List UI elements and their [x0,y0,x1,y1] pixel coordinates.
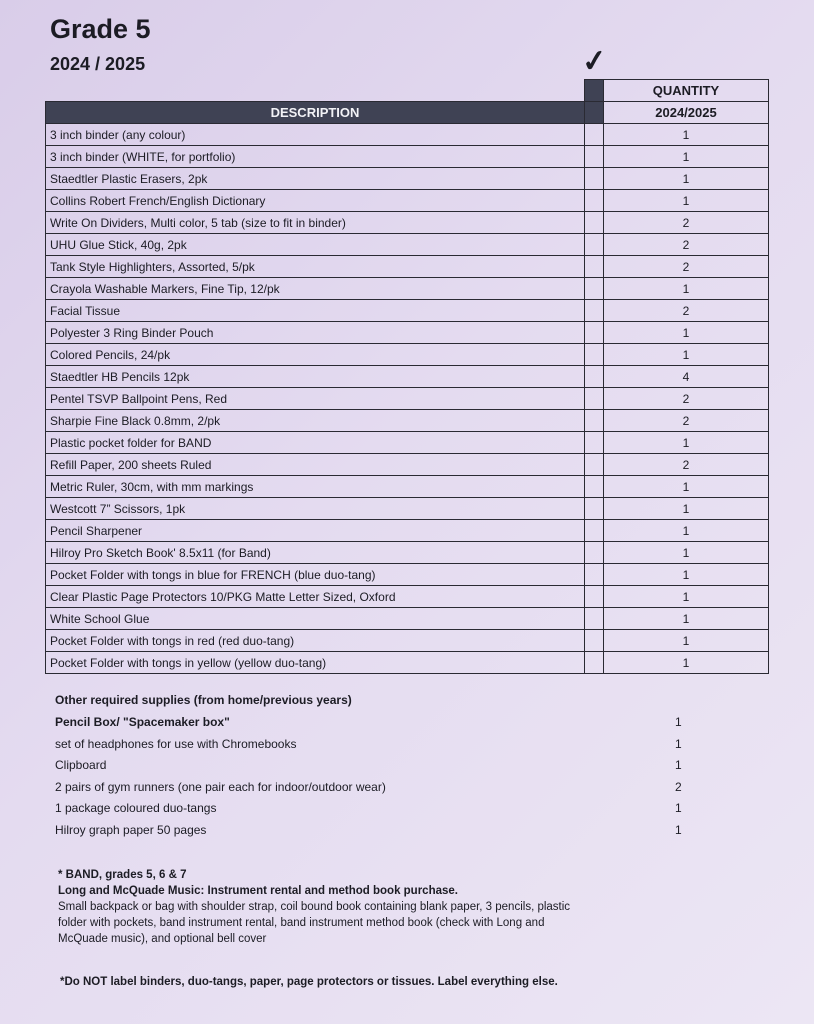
list-item [55,823,705,845]
item-checkbox [585,190,604,212]
header-blank-cell [46,80,585,102]
item-quantity: 1 [604,432,769,454]
list-item-quantity: 1 [675,822,682,837]
table-row [46,476,769,498]
item-checkbox [585,322,604,344]
table-row [46,410,769,432]
item-checkbox [585,608,604,630]
table-row [46,608,769,630]
item-checkbox [585,410,604,432]
item-description: 3 inch binder (any colour) [46,124,585,146]
item-quantity: 2 [604,388,769,410]
item-description: Westcott 7” Scissors, 1pk [46,498,585,520]
item-checkbox [585,168,604,190]
table-row [46,564,769,586]
item-description: UHU Glue Stick, 40g, 2pk [46,234,585,256]
item-description: Write On Dividers, Multi color, 5 tab (size to fit in binder) [46,212,585,234]
item-quantity: 2 [604,410,769,432]
table-row [46,212,769,234]
item-quantity: 1 [604,652,769,674]
item-quantity: 1 [604,146,769,168]
table-row [46,190,769,212]
band-description: Small backpack or bag with shoulder strap, coil bound book containing blank paper, 3 pencils, plastic folder with pockets, band instrument rental, band instrument method book (check with Long and McQuade music), and optional bell cover [58,901,571,945]
list-item [55,715,705,737]
table-row [46,498,769,520]
list-item-quantity: 1 [675,736,682,751]
item-checkbox [585,542,604,564]
item-checkbox [585,366,604,388]
labeling-note: *Do NOT label binders, duo-tangs, paper, page protectors or tissues. Label everything else. [60,976,558,988]
item-quantity: 2 [604,454,769,476]
other-supplies-heading: Other required supplies (from home/previous years) [55,693,352,707]
check-mark-icon: ✓ [580,43,609,80]
list-item-quantity: 1 [675,715,682,729]
table-row [46,300,769,322]
table-row [46,168,769,190]
list-item-label: Clipboard [55,758,107,772]
table-row [46,432,769,454]
item-description: Staedtler HB Pencils 12pk [46,366,585,388]
item-description: Sharpie Fine Black 0.8mm, 2/pk [46,410,585,432]
list-item-quantity: 2 [675,779,682,794]
year-header: 2024/2025 [604,102,769,124]
item-checkbox [585,344,604,366]
check-column-header [585,102,604,124]
table-row [46,630,769,652]
supply-table [45,79,769,674]
item-checkbox [585,652,604,674]
item-quantity: 1 [604,344,769,366]
table-row [46,652,769,674]
item-quantity: 1 [604,498,769,520]
item-description: Pocket Folder with tongs in red (red duo-tang) [46,630,585,652]
item-checkbox [585,256,604,278]
item-checkbox [585,212,604,234]
list-item-label: Pencil Box/ "Spacemaker box" [55,715,230,729]
item-checkbox [585,146,604,168]
list-item [55,737,705,759]
table-row [46,278,769,300]
item-checkbox [585,586,604,608]
band-store-line: Long and McQuade Music: Instrument rental and method book purchase. [58,885,458,897]
check-column-header [585,80,604,102]
list-item-label: set of headphones for use with Chromebooks [55,736,297,751]
table-header-row [46,102,769,124]
item-checkbox [585,454,604,476]
item-quantity: 1 [604,630,769,652]
table-header-top-row [46,80,769,102]
description-header: DESCRIPTION [46,102,585,124]
other-supplies-section [55,693,705,844]
item-quantity: 1 [604,168,769,190]
item-description: Pencil Sharpener [46,520,585,542]
item-quantity: 2 [604,234,769,256]
item-description: Hilroy Pro Sketch Book' 8.5x11 (for Band) [46,542,585,564]
item-description: White School Glue [46,608,585,630]
table-row [46,256,769,278]
table-row [46,586,769,608]
item-quantity: 1 [604,476,769,498]
table-row [46,454,769,476]
table-row [46,234,769,256]
item-checkbox [585,278,604,300]
item-description: Refill Paper, 200 sheets Ruled [46,454,585,476]
item-checkbox [585,432,604,454]
table-row [46,344,769,366]
item-quantity: 2 [604,300,769,322]
item-description: Staedtler Plastic Erasers, 2pk [46,168,585,190]
band-heading: * BAND, grades 5, 6 & 7 [58,869,187,881]
item-description: Pocket Folder with tongs in blue for FRENCH (blue duo-tang) [46,564,585,586]
item-description: Clear Plastic Page Protectors 10/PKG Matte Letter Sized, Oxford [46,586,585,608]
item-description: Polyester 3 Ring Binder Pouch [46,322,585,344]
quantity-header: QUANTITY [604,80,769,102]
item-checkbox [585,476,604,498]
other-supplies-list [55,715,705,844]
table-row [46,520,769,542]
item-quantity: 1 [604,586,769,608]
item-quantity: 1 [604,564,769,586]
item-description: Facial Tissue [46,300,585,322]
table-row [46,366,769,388]
item-quantity: 1 [604,542,769,564]
item-description: Tank Style Highlighters, Assorted, 5/pk [46,256,585,278]
item-description: Crayola Washable Markers, Fine Tip, 12/pk [46,278,585,300]
list-item-label: Hilroy graph paper 50 pages [55,822,207,837]
item-checkbox [585,234,604,256]
band-section [58,867,588,947]
item-quantity: 1 [604,124,769,146]
item-checkbox [585,564,604,586]
list-item-label: 1 package coloured duo-tangs [55,801,217,815]
table-row [46,542,769,564]
item-quantity: 4 [604,366,769,388]
table-row [46,388,769,410]
item-quantity: 2 [604,212,769,234]
list-item-quantity: 1 [675,758,682,772]
item-checkbox [585,388,604,410]
item-description: Collins Robert French/English Dictionary [46,190,585,212]
list-item-label: 2 pairs of gym runners (one pair each for indoor/outdoor wear) [55,779,386,794]
item-description: 3 inch binder (WHITE, for portfolio) [46,146,585,168]
item-quantity: 1 [604,278,769,300]
item-description: Metric Ruler, 30cm, with mm markings [46,476,585,498]
item-quantity: 2 [604,256,769,278]
item-checkbox [585,124,604,146]
item-quantity: 1 [604,322,769,344]
item-checkbox [585,630,604,652]
list-item [55,801,705,823]
item-quantity: 1 [604,520,769,542]
item-description: Pocket Folder with tongs in yellow (yellow duo-tang) [46,652,585,674]
item-checkbox [585,300,604,322]
list-item-quantity: 1 [675,801,682,815]
list-item [55,780,705,802]
list-item [55,758,705,780]
table-row [46,322,769,344]
table-row [46,124,769,146]
school-year: 2024 / 2025 [50,54,146,74]
page-title: Grade 5 [50,14,151,44]
item-quantity: 1 [604,608,769,630]
item-checkbox [585,498,604,520]
table-row [46,146,769,168]
item-description: Plastic pocket folder for BAND [46,432,585,454]
item-description: Pentel TSVP Ballpoint Pens, Red [46,388,585,410]
item-checkbox [585,520,604,542]
item-quantity: 1 [604,190,769,212]
item-description: Colored Pencils, 24/pk [46,344,585,366]
